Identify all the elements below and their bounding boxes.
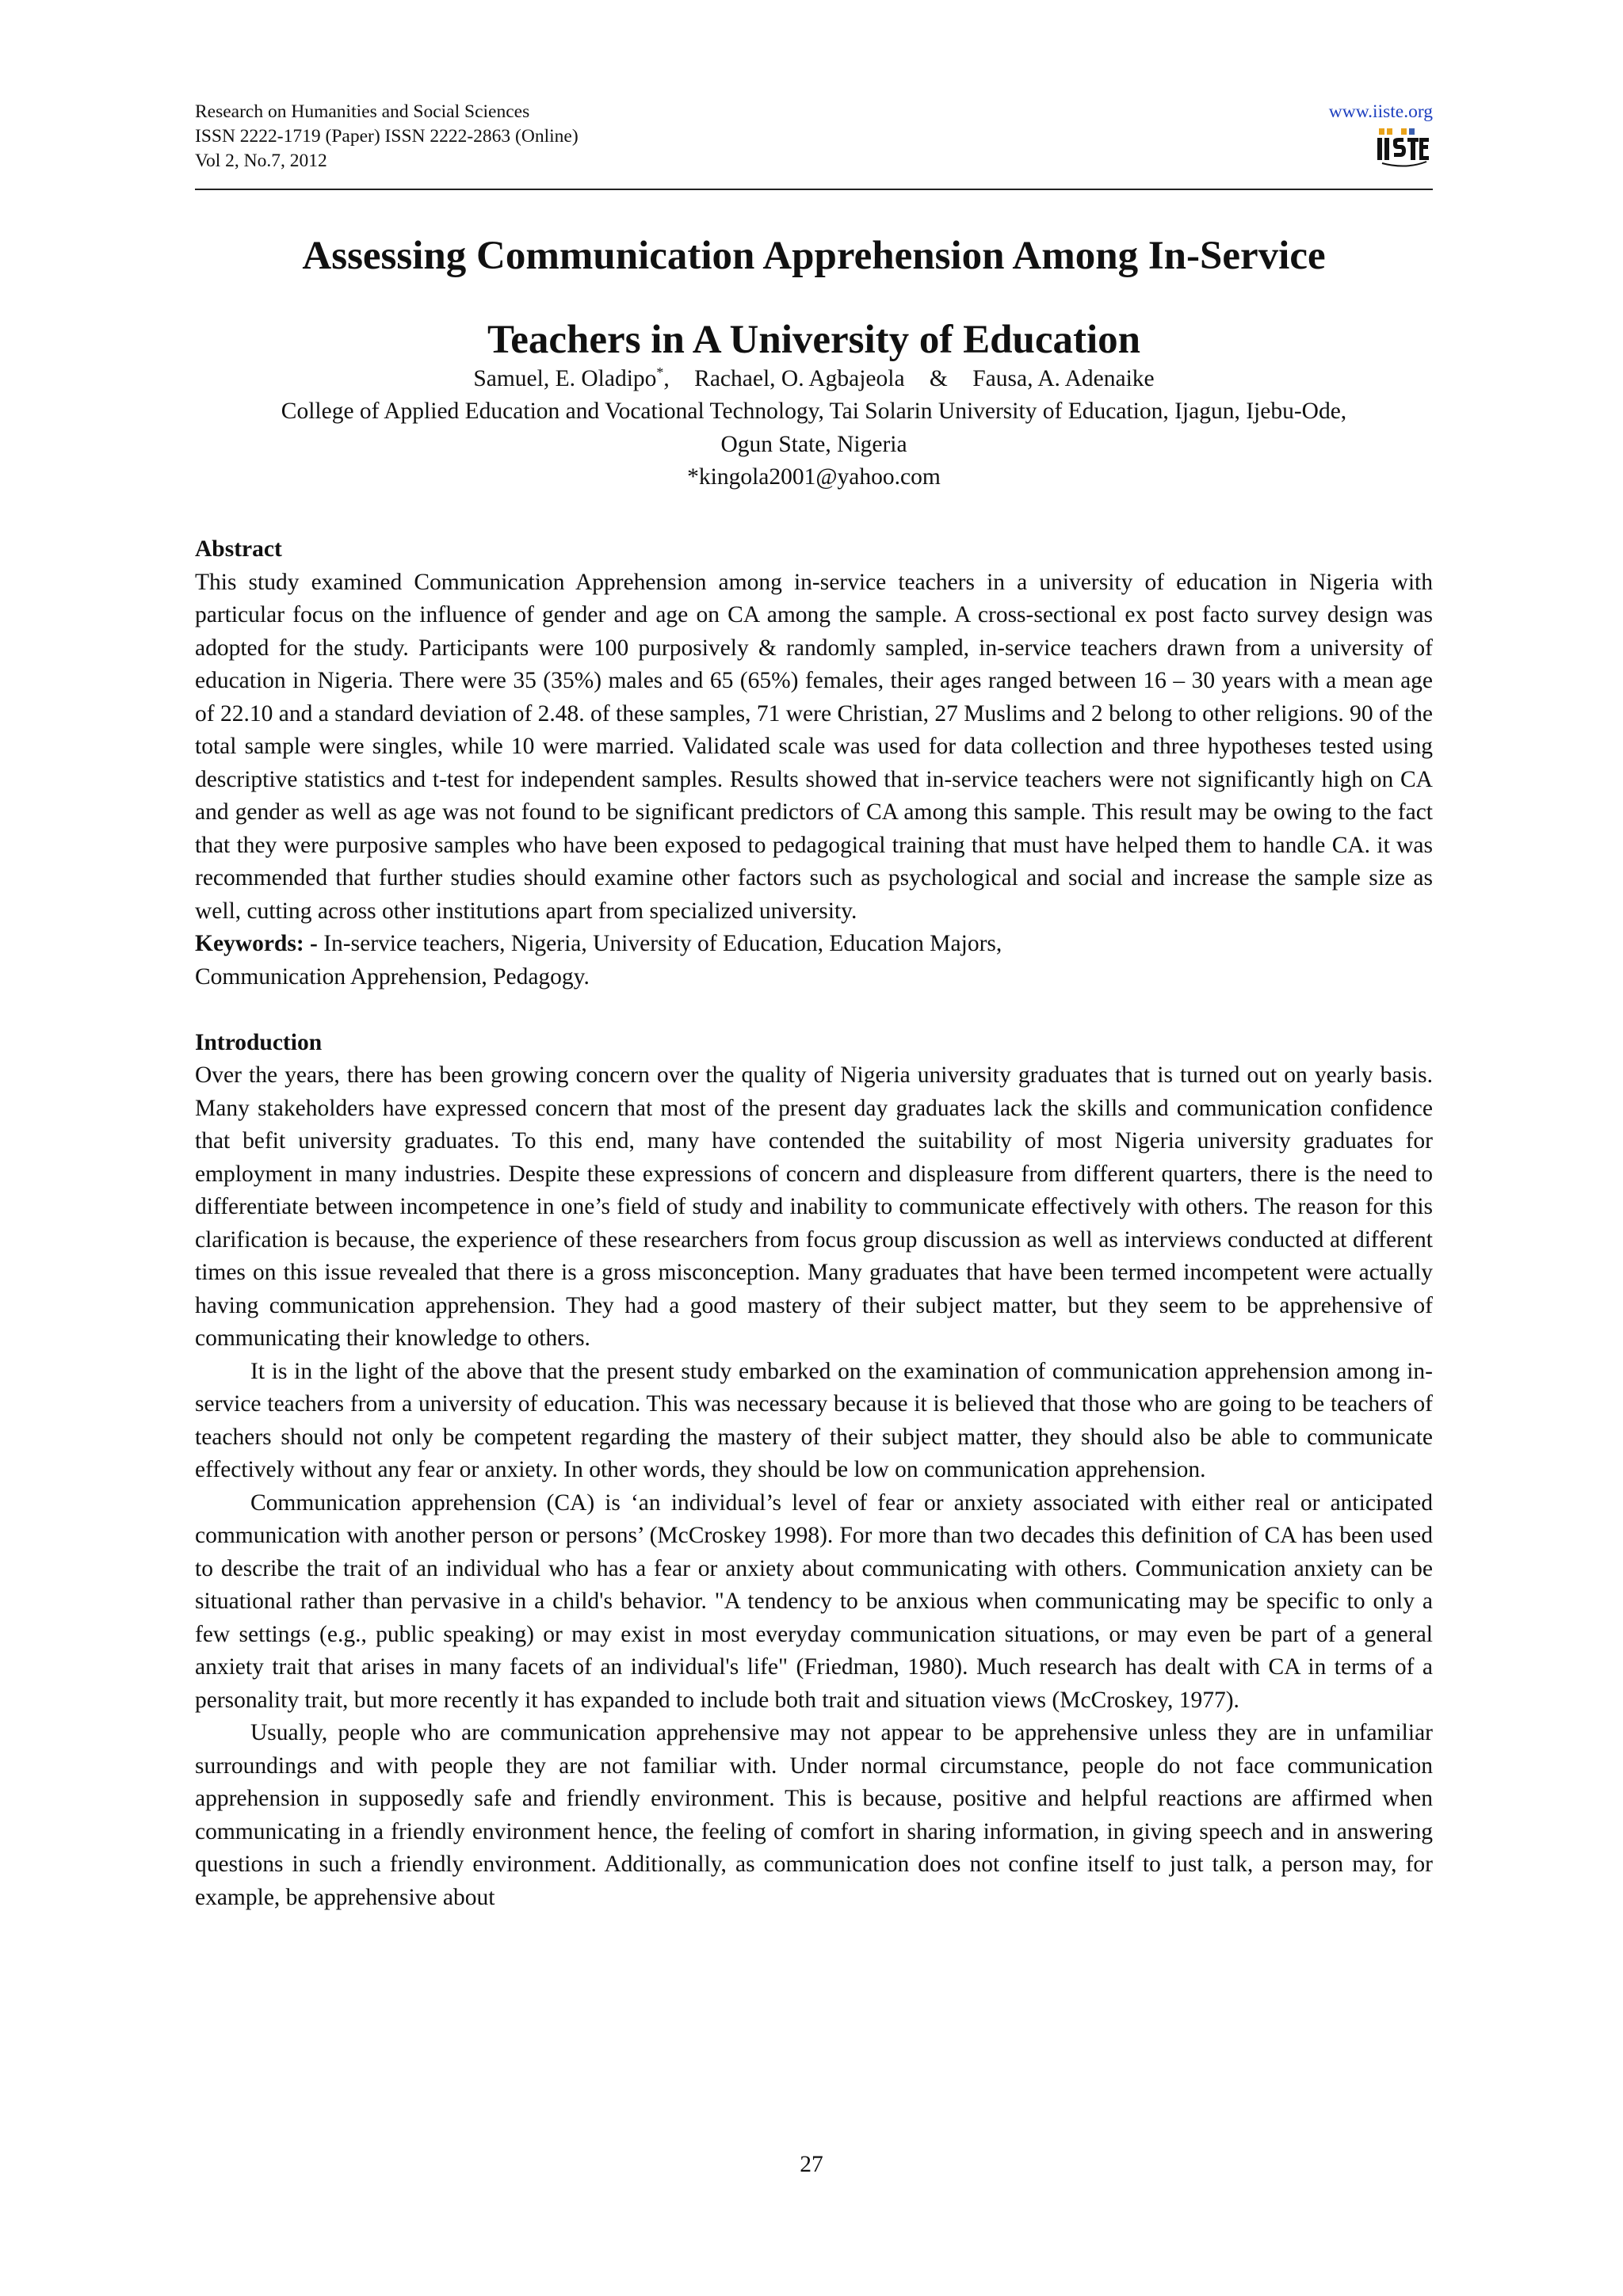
intro-paragraph-3: Communication apprehension (CA) is ‘an individual’s level of fear or anxiety associated with either real or anticipated communication with another person or persons’ (McCroskey 1998). For more than two decades this definition of CA has been used to describe the trait of an individual who has a fear or anxiety about communicating with others. Communication anxiety can be situational rather than pervasive in a child's behavior. "A tendency to be anxious when communicating may be specific to only a few settings (e.g., public speaking) or may exist in most everyday communication situations, or may even be part of a general anxiety trait that arises in many facets of an individual's life" (Friedman, 1980). Much research has dealt with CA in terms of a personality trait, but more recently it has expanded to include both trait and situation views (McCroskey, 1977). bbox=[195, 1489, 1433, 1713]
keywords-label: Keywords: - bbox=[195, 931, 318, 956]
abstract-text: This study examined Communication Apprehension among in-service teachers in a university of education in Nigeria with particular focus on the influence of gender and age on CA among the sample. A cross-sectional ex post facto survey design was adopted for the study. Participants were 100 purposively & randomly sampled, in-service teachers drawn from a university of education in Nigeria. There were 35 (35%) males and 65 (65%) females, their ages ranged between 16 – 30 years with a mean age of 22.10 and a standard deviation of 2.48. of these samples, 71 were Christian, 27 Muslims and 2 belong to other religions. 90 of the total sample were singles, while 10 were married. Validated scale was used for data collection and three hypotheses tested using descriptive statistics and t-test for independent samples. Results showed that in-service teachers were not significantly high on CA and gender as well as age was not found to be significant predictors of CA among this sample. This result may be owing to the fact that they were purposive samples who have been exposed to pedagogical training that must have helped them to handle CA. it was recommended that further studies should examine other factors such as psychological and social and increase the sample size as well, cutting across other institutions apart from specialized university. bbox=[195, 569, 1433, 924]
introduction-heading: Introduction bbox=[195, 1029, 323, 1055]
title-line-1: Assessing Communication Apprehension Among In-Service bbox=[302, 234, 1326, 278]
publisher-block bbox=[1329, 100, 1433, 124]
abstract-heading: Abstract bbox=[195, 536, 282, 562]
journal-name: Research on Humanities and Social Sciences bbox=[195, 101, 530, 122]
corresponding-mark: * bbox=[656, 364, 664, 380]
author-3: Fausa, A. Adenaike bbox=[972, 365, 1155, 391]
intro-paragraph-4: Usually, people who are communication apprehensive may not appear to be apprehensive unless they are in unfamiliar surroundings and with people they are not familiar with. Under normal circumstance, people do not face communication apprehension in supposedly safe and friendly environment. This is because, positive and helpful reactions are affirmed when communicating in a friendly environment hence, the feeling of comfort in sharing information, in giving speech and in answering questions in such a friendly environment. Additionally, as communication does not confine itself to just talk, a person may, for example, be apprehensive about bbox=[195, 1720, 1433, 1910]
publisher-url-link[interactable]: www.iiste.org bbox=[1328, 101, 1433, 122]
author-email[interactable]: *kingola2001@yahoo.com bbox=[687, 464, 941, 490]
issn-line: ISSN 2222-1719 (Paper) ISSN 2222-2863 (Online) bbox=[195, 126, 579, 147]
paper-body bbox=[195, 533, 1433, 1914]
page-number: 27 bbox=[800, 2152, 823, 2177]
author-1: Samuel, E. Oladipo bbox=[473, 365, 657, 391]
intro-paragraph-1: Over the years, there has been growing concern over the quality of Nigeria university graduates that is turned out on yearly basis. Many stakeholders have expressed concern that most of the present day graduates lack the skills and communication confidence that befit university graduates. To this end, many have contended the suitability of most Nigeria university graduates for employment in many industries. Despite these expressions of concern and displeasure from different quarters, there is the need to differentiate between incompetence in one’s field of study and inability to communicate effectively with others. The reason for this clarification is because, the experience of these researchers from focus group discussion as well as interviews conducted at different times on this issue revealed that there is a gross misconception. Many graduates that have been termed incompetent were actually having communication apprehension. They had a good mastery of their subject matter, but they seem to be apprehensive of communicating their knowledge to others. bbox=[195, 1062, 1433, 1351]
author-separator: , bbox=[663, 365, 670, 391]
intro-paragraph-2: It is in the light of the above that the present study embarked on the examination of communication apprehension among in-service teachers from a university of education. This was necessary because it is believed that those who are going to be teachers of teachers should not only be competent regarding the mastery of their subject matter, they should also be able to communicate effectively without any fear or anxiety. In other words, they should be low on communication apprehension. bbox=[195, 1358, 1433, 1482]
keywords-line-2: Communication Apprehension, Pedagogy. bbox=[195, 963, 590, 990]
author-2: Rachael, O. Agbajeola bbox=[694, 365, 905, 391]
journal-info bbox=[195, 100, 579, 174]
iiste-logo bbox=[1376, 127, 1430, 170]
running-header bbox=[195, 100, 1433, 189]
title-line-2: Teachers in A University of Education bbox=[487, 318, 1141, 362]
author-line bbox=[195, 357, 1433, 395]
author-ampersand: & bbox=[929, 365, 948, 391]
affiliation-line-1: College of Applied Education and Vocational Technology, Tai Solarin University of Education, Ijagun, Ijebu-Ode, bbox=[281, 399, 1347, 425]
author-block bbox=[195, 357, 1433, 494]
keywords-line-1 bbox=[195, 928, 1433, 961]
keywords-text: In-service teachers, Nigeria, University of Education, Education Majors, bbox=[323, 931, 1002, 956]
affiliation-line-2: Ogun State, Nigeria bbox=[720, 431, 907, 457]
volume-line: Vol 2, No.7, 2012 bbox=[195, 151, 327, 171]
header-divider bbox=[195, 189, 1433, 190]
